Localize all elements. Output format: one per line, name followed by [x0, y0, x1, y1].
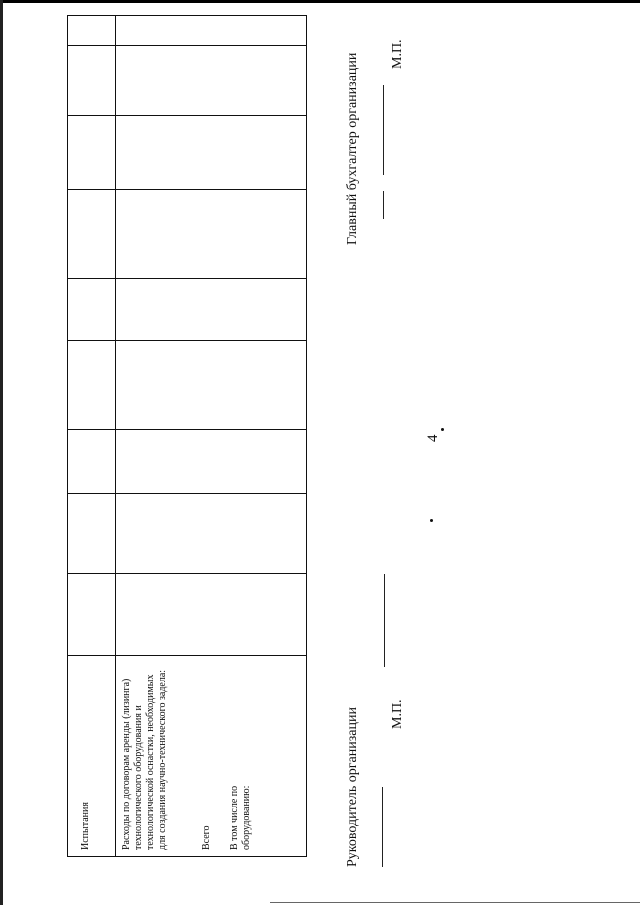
scan-speck: [441, 428, 444, 431]
row-divider: [115, 16, 116, 856]
column-divider: [68, 429, 306, 430]
scan-speck: [430, 519, 433, 522]
head-signature-line: [382, 787, 383, 867]
column-divider: [68, 278, 306, 279]
column-divider: [68, 189, 306, 190]
column-divider: [68, 115, 306, 116]
column-divider: [68, 45, 306, 46]
column-divider: [68, 493, 306, 494]
row-label-including-equipment: В том числе по оборудованию:: [229, 785, 252, 850]
page-number: 4: [425, 434, 441, 442]
column-divider: [68, 655, 306, 656]
head-name-line: [384, 574, 385, 667]
accountant-name-line: [383, 85, 384, 175]
row-label-tests: Испытания: [80, 802, 91, 850]
head-stamp-label: М.П.: [390, 699, 405, 729]
accountant-signature-line: [383, 191, 384, 219]
accountant-stamp-label: М.П.: [390, 39, 405, 69]
expenses-table: [67, 15, 307, 857]
chief-accountant-label: Главный бухгалтер организации: [345, 52, 360, 245]
column-divider: [68, 573, 306, 574]
row-label-rent-expenses: Расходы по договорам аренды (лизинга) технологического оборудования и технологической оснастки, необходимых для создания научно-технического задела:: [121, 669, 168, 850]
column-divider: [68, 340, 306, 341]
head-of-organization-label: Руководитель организации: [345, 707, 360, 867]
row-label-total: Всего: [201, 825, 212, 850]
